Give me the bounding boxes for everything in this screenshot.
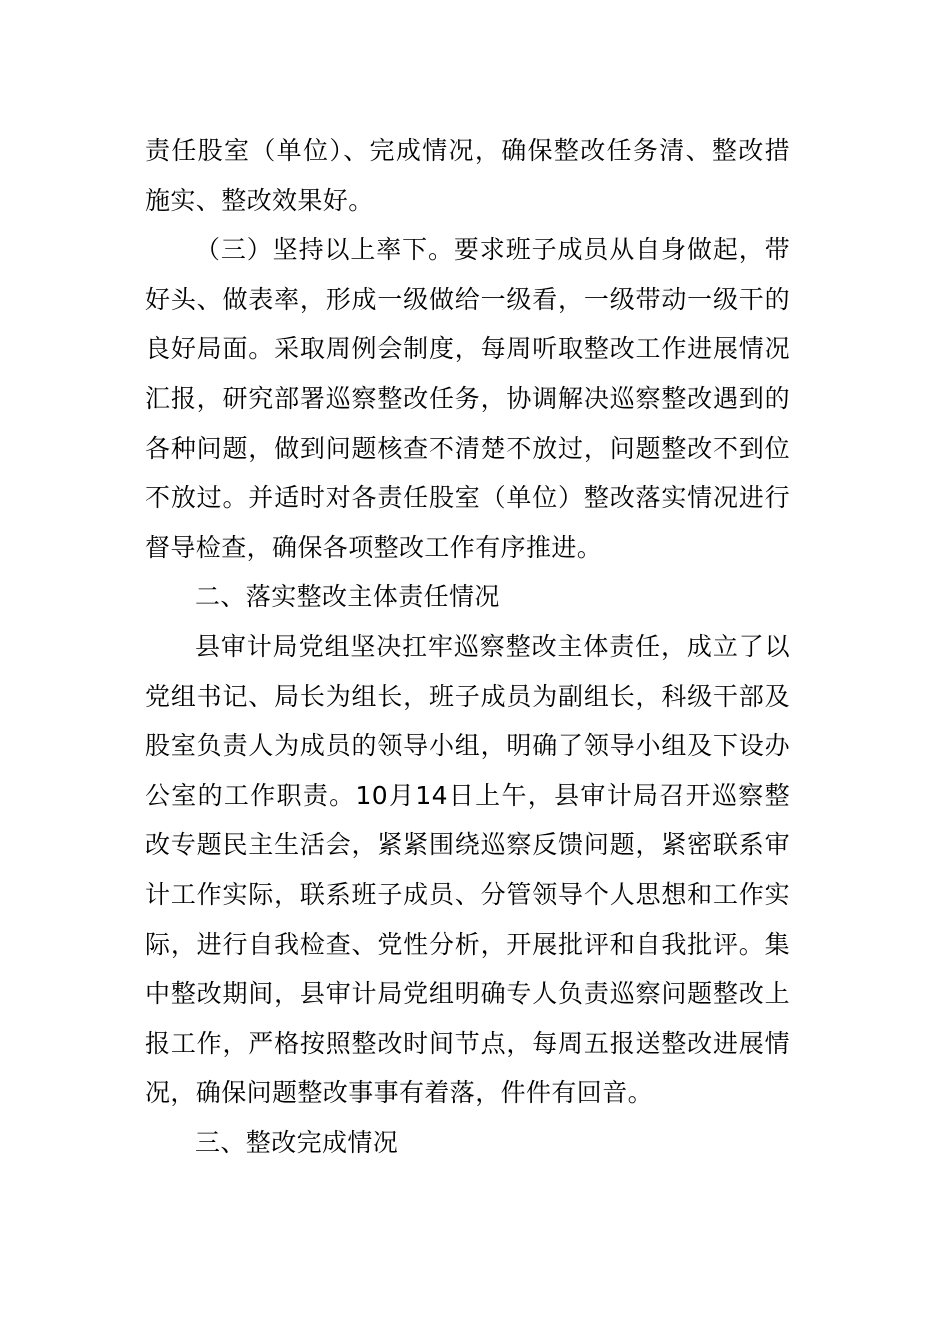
- paragraph-lead-by-example: （三）坚持以上率下。要求班子成员从自身做起，带好头、做表率，形成一级做给一级看，一级带动一级干的良好局面。采取周例会制度，每周听取整改工作进展情况汇报，研究部署巡察整改任务，协调解决巡察整改遇到的各种问题，做到问题核查不清楚不放过，问题整改不到位不放过。并适时对各责任股室（单位）整改落实情况进行督导检查，确保各项整改工作有序推进。: [145, 235, 790, 562]
- section-heading-two: 二、落实整改主体责任情况: [195, 582, 500, 612]
- continuation-paragraph: 责任股室（单位）、完成情况，确保整改任务清、整改措施实、整改效果好。: [145, 136, 790, 215]
- document-body: [145, 126, 790, 1167]
- section-heading-three: 三、整改完成情况: [195, 1127, 399, 1157]
- paragraph-main-responsibility: 县审计局党组坚决扛牢巡察整改主体责任，成立了以党组书记、局长为组长，班子成员为副组长，科级干部及股室负责人为成员的领导小组，明确了领导小组及下设办公室的工作职责。10月14日上午，县审计局召开巡察整改专题民主生活会，紧紧围绕巡察反馈问题，紧密联系审计工作实际，联系班子成员、分管领导个人思想和工作实际，进行自我检查、党性分析，开展批评和自我批评。集中整改期间，县审计局党组明确专人负责巡察问题整改上报工作，严格按照整改时间节点，每周五报送整改进展情况，确保问题整改事事有着落，件件有回音。: [145, 631, 790, 1108]
